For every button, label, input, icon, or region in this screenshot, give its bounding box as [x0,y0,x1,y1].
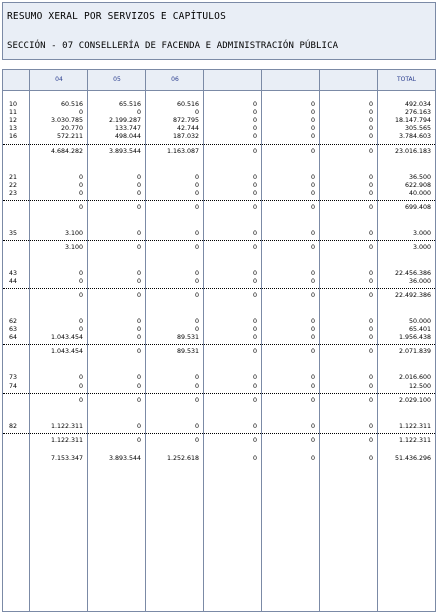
cell-value: 1.122.311 [50,422,83,430]
subtotal-row [3,244,435,252]
cell-value: 0 [78,203,83,211]
table-row [3,318,435,326]
cell-value: 0 [310,318,315,326]
cell-value: 133.747 [114,125,141,133]
table-row [3,270,435,278]
cell-value: 0 [368,292,373,300]
cell-value: 0 [194,243,199,251]
cell-value: 0 [310,334,315,342]
cell-value: 0 [310,436,315,444]
col-header-06: 06 [171,76,179,83]
report-header [2,2,436,60]
cell-value: 0 [252,173,257,181]
cell-value: 3.030.785 [50,117,83,125]
cell-value: 0 [252,189,257,197]
cell-value: 0 [136,229,141,237]
row-code: 23 [9,189,18,197]
cell-value: 23.016.183 [394,147,431,155]
cell-value: 42.744 [176,125,199,133]
row-code: 21 [9,173,18,181]
cell-value: 0 [310,147,315,155]
cell-value: 0 [136,382,141,390]
cell-value: 0 [310,326,315,334]
cell-value: 60.516 [60,101,83,108]
cell-value: 0 [368,396,373,404]
cell-value: 3.784.603 [398,133,431,141]
cell-value: 1.043.454 [50,334,83,342]
cell-value: 51.436.296 [394,454,431,462]
cell-value: 0 [310,396,315,404]
cell-value: 36.000 [408,278,431,285]
cell-value: 0 [310,382,315,390]
cell-value: 0 [368,436,373,444]
subtotal-separator [3,240,435,241]
cell-value: 0 [78,292,83,300]
cell-value: 0 [136,109,141,117]
cell-value: 0 [368,326,373,334]
cell-value: 1.956.438 [398,334,431,342]
cell-value: 65.516 [118,101,141,108]
cell-value: 36.500 [408,173,431,181]
cell-value: 3.893.544 [108,147,141,155]
cell-value: 0 [194,382,199,390]
subtotal-separator [3,144,435,145]
table-row [3,334,435,342]
cell-value: 0 [78,278,83,285]
cell-value: 0 [310,203,315,211]
cell-value: 2.029.100 [398,396,431,404]
col-header-05: 05 [113,76,121,83]
cell-value: 187.032 [172,133,199,141]
cell-value: 22.492.386 [394,292,431,300]
cell-value: 572.211 [56,133,83,141]
cell-value: 0 [252,269,257,277]
cell-value: 0 [368,117,373,125]
table-row [3,109,435,117]
cell-value: 0 [368,318,373,326]
cell-value: 0 [194,203,199,211]
cell-value: 1.252.618 [166,454,199,462]
cell-value: 2.071.839 [398,348,431,356]
cell-value: 0 [252,125,257,133]
cell-value: 0 [136,181,141,189]
cell-value: 0 [78,173,83,181]
cell-value: 0 [310,117,315,125]
cell-value: 0 [194,109,199,117]
cell-value: 0 [194,189,199,197]
cell-value: 0 [310,243,315,251]
cell-value: 0 [310,278,315,285]
cell-value: 0 [136,278,141,285]
cell-value: 0 [368,348,373,356]
cell-value: 0 [78,318,83,326]
row-code: 16 [9,133,18,141]
cell-value: 0 [310,348,315,356]
cell-value: 0 [310,173,315,181]
cell-value: 0 [368,269,373,277]
col-header-total: TOTAL [396,76,417,83]
row-code: 22 [9,181,18,189]
cell-value: 0 [368,101,373,108]
cell-value: 0 [310,101,315,108]
cell-value: 1.122.311 [398,422,431,430]
subtotal-row [3,292,435,300]
table-row [3,174,435,182]
cell-value: 498.044 [114,133,141,141]
cell-value: 0 [136,396,141,404]
cell-value: 0 [78,374,83,382]
table-row [3,133,435,141]
cell-value: 20.770 [60,125,83,133]
cell-value: 0 [310,133,315,141]
cell-value: 0 [252,326,257,334]
cell-value: 0 [310,189,315,197]
cell-value: 0 [252,292,257,300]
cell-value: 3.100 [64,229,83,237]
cell-value: 50.000 [408,318,431,326]
row-code: 11 [9,109,18,117]
table-row [3,125,435,133]
cell-value: 0 [194,374,199,382]
row-code: 10 [9,101,18,108]
cell-value: 0 [252,374,257,382]
cell-value: 1.043.454 [50,348,83,356]
cell-value: 3.000 [412,229,431,237]
cell-value: 0 [78,189,83,197]
subtotal-row [3,148,435,156]
cell-value: 0 [78,382,83,390]
report-title: RESUMO XERAL POR SERVIZOS E CAPÍTULOS [7,11,227,22]
subtotal-separator [3,433,435,434]
cell-value: 0 [252,382,257,390]
cell-value: 0 [136,318,141,326]
cell-value: 0 [252,229,257,237]
cell-value: 0 [78,109,83,117]
cell-value: 0 [78,396,83,404]
cell-value: 1.163.087 [166,147,199,155]
row-code: 82 [9,422,18,430]
subtotal-separator [3,288,435,289]
row-code: 43 [9,269,18,277]
cell-value: 0 [310,229,315,237]
cell-value: 0 [252,181,257,189]
cell-value: 872.795 [172,117,199,125]
cell-value: 0 [252,203,257,211]
cell-value: 65.401 [408,326,431,334]
subtotal-row [3,348,435,356]
cell-value: 0 [368,189,373,197]
cell-value: 0 [252,278,257,285]
cell-value: 0 [194,269,199,277]
table-row [3,326,435,334]
cell-value: 12.500 [408,382,431,390]
cell-value: 0 [368,243,373,251]
cell-value: 0 [194,292,199,300]
section-title: SECCIÓN - 07 CONSELLERÍA DE FACENDA E ADMINISTRACIÓN PÚBLICA [7,41,339,51]
cell-value: 0 [368,133,373,141]
cell-value: 0 [194,318,199,326]
cell-value: 492.034 [404,101,431,108]
cell-value: 0 [136,189,141,197]
cell-value: 0 [194,229,199,237]
table-row [3,278,435,286]
cell-value: 0 [252,318,257,326]
cell-value: 40.000 [408,189,431,197]
cell-value: 0 [252,243,257,251]
cell-value: 0 [368,278,373,285]
cell-value: 89.531 [176,334,199,342]
data-table [2,69,436,612]
cell-value: 305.565 [404,125,431,133]
cell-value: 3.000 [412,243,431,251]
cell-value: 2.199.287 [108,117,141,125]
table-row [3,374,435,382]
cell-value: 3.100 [64,243,83,251]
cell-value: 0 [194,326,199,334]
cell-value: 0 [252,109,257,117]
cell-value: 0 [368,203,373,211]
cell-value: 0 [368,181,373,189]
table-row [3,423,435,431]
row-code: 62 [9,318,18,326]
row-code: 74 [9,382,18,390]
cell-value: 0 [310,181,315,189]
row-code: 44 [9,278,18,285]
cell-value: 60.516 [176,101,199,108]
cell-value: 0 [252,133,257,141]
cell-value: 0 [194,181,199,189]
cell-value: 0 [310,125,315,133]
cell-value: 0 [368,229,373,237]
cell-value: 0 [310,422,315,430]
cell-value: 2.016.600 [398,374,431,382]
cell-value: 0 [310,269,315,277]
subtotal-separator [3,344,435,345]
cell-value: 276.163 [404,109,431,117]
cell-value: 0 [252,348,257,356]
row-code: 63 [9,326,18,334]
table-row [3,117,435,125]
row-code: 35 [9,229,18,237]
subtotal-separator [3,200,435,201]
cell-value: 0 [368,422,373,430]
cell-value: 0 [252,147,257,155]
subtotal-row [3,204,435,212]
cell-value: 0 [252,396,257,404]
cell-value: 1.122.311 [398,436,431,444]
cell-value: 0 [252,454,257,462]
table-row [3,101,435,109]
cell-value: 0 [136,422,141,430]
cell-value: 0 [136,292,141,300]
table-header-row [3,70,435,91]
row-code: 12 [9,117,18,125]
cell-value: 0 [194,173,199,181]
cell-value: 0 [310,109,315,117]
cell-value: 0 [368,173,373,181]
cell-value: 3.893.544 [108,454,141,462]
cell-value: 0 [136,326,141,334]
cell-value: 0 [368,147,373,155]
table-row [3,383,435,391]
cell-value: 7.153.347 [50,454,83,462]
cell-value: 0 [368,125,373,133]
cell-value: 89.531 [176,348,199,356]
subtotal-row [3,437,435,445]
cell-value: 22.456.386 [394,269,431,277]
cell-value: 0 [194,396,199,404]
cell-value: 0 [78,181,83,189]
subtotal-row [3,397,435,405]
cell-value: 0 [252,436,257,444]
cell-value: 1.122.311 [50,436,83,444]
cell-value: 0 [368,454,373,462]
table-row [3,230,435,238]
cell-value: 0 [136,348,141,356]
table-row [3,190,435,198]
cell-value: 0 [136,203,141,211]
col-header-04: 04 [55,76,63,83]
cell-value: 0 [368,109,373,117]
row-code: 64 [9,334,18,342]
cell-value: 4.684.282 [50,147,83,155]
row-code: 13 [9,125,18,133]
cell-value: 0 [136,436,141,444]
subtotal-separator [3,393,435,394]
cell-value: 699.408 [404,203,431,211]
cell-value: 18.147.794 [394,117,431,125]
cell-value: 0 [194,278,199,285]
grand-total-row [3,455,435,463]
cell-value: 0 [252,334,257,342]
cell-value: 0 [136,243,141,251]
cell-value: 0 [310,454,315,462]
cell-value: 0 [78,326,83,334]
cell-value: 622.908 [404,181,431,189]
cell-value: 0 [136,269,141,277]
cell-value: 0 [368,334,373,342]
cell-value: 0 [310,374,315,382]
cell-value: 0 [78,269,83,277]
cell-value: 0 [252,422,257,430]
cell-value: 0 [310,292,315,300]
table-row [3,182,435,190]
cell-value: 0 [252,101,257,108]
cell-value: 0 [368,374,373,382]
row-code: 73 [9,374,18,382]
cell-value: 0 [136,374,141,382]
cell-value: 0 [194,422,199,430]
cell-value: 0 [136,334,141,342]
cell-value: 0 [136,173,141,181]
cell-value: 0 [252,117,257,125]
cell-value: 0 [368,382,373,390]
cell-value: 0 [194,436,199,444]
